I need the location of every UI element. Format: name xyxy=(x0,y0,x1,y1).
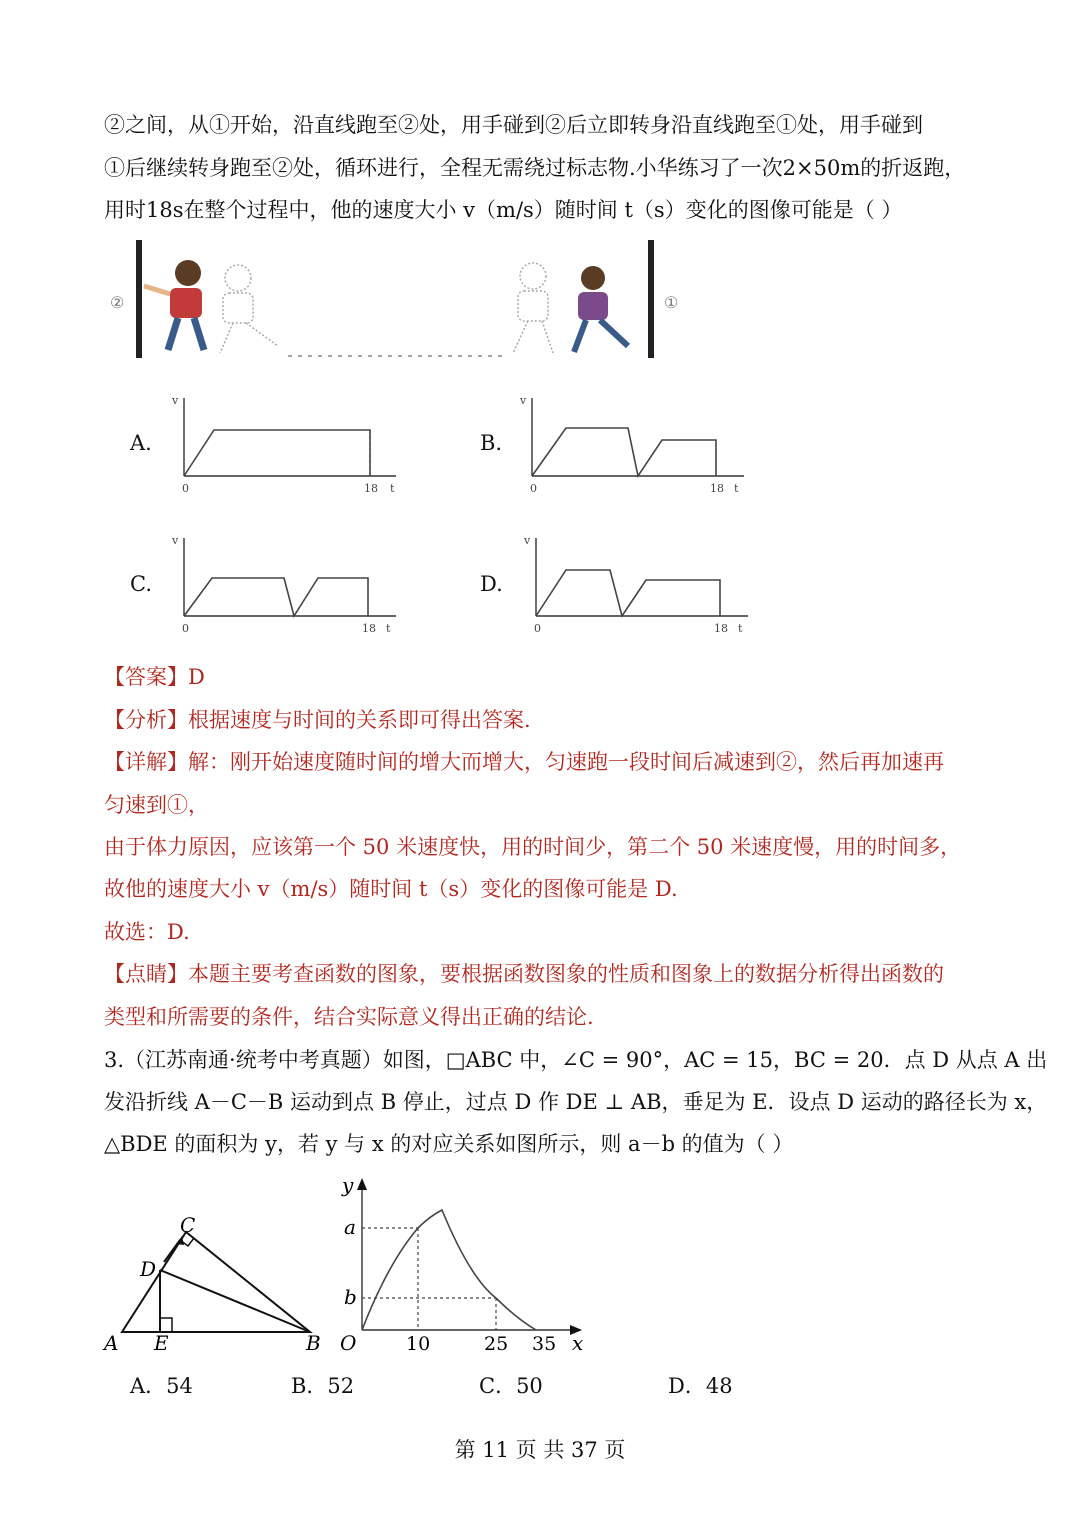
option-a-t: t xyxy=(390,482,395,495)
comment-tag: 【点睛】 xyxy=(104,962,188,986)
option-d-t-end: 18 xyxy=(714,622,728,635)
label-d: D xyxy=(140,1257,157,1281)
shuttle-run-illustration xyxy=(108,238,679,363)
answer-tag: 【答案】 xyxy=(104,665,188,689)
label-c: C xyxy=(180,1213,196,1237)
mark-left: ② xyxy=(110,293,125,312)
a-label: a xyxy=(344,1215,356,1239)
answer-value: D xyxy=(188,665,205,689)
q2-line-1: ②之间，从①开始，沿直线跑至②处，用手碰到②后立即转身沿直线跑至①处，用手碰到 xyxy=(104,113,923,137)
q2-line-3: 用时18s在整个过程中，他的速度大小 v（m/s）随时间 t（s）变化的图像可能是（ ） xyxy=(104,198,903,222)
option-c-graph xyxy=(170,530,410,640)
option-b-origin: 0 xyxy=(530,482,537,495)
x-label: x xyxy=(572,1331,584,1355)
option-b-label: B. xyxy=(480,431,503,455)
tick-35: 35 xyxy=(532,1333,557,1355)
option-d-v: v xyxy=(524,534,531,547)
option-b-t-end: 18 xyxy=(710,482,724,495)
tick-25: 25 xyxy=(484,1333,509,1355)
answer-line xyxy=(104,662,205,692)
q2-line-2: ①后继续转身跑至②处，循环进行，全程无需绕过标志物.小华练习了一次2×50m的折返跑， xyxy=(104,156,966,180)
runner-right-icon xyxy=(574,266,628,352)
option-a-curve xyxy=(184,430,370,476)
y-arrow-icon xyxy=(357,1178,367,1190)
comment-text-1: 本题主要考查函数的图象，要根据函数图象的性质和图象上的数据分析得出函数的 xyxy=(188,962,944,986)
option-c-origin: 0 xyxy=(182,622,189,635)
comment-line-2: 类型和所需要的条件，结合实际意义得出正确的结论. xyxy=(104,1005,594,1029)
option-a-v: v xyxy=(172,394,179,407)
page-footer: 第 11 页 共 37 页 xyxy=(454,1438,626,1462)
runner-ghost-right-icon xyxy=(513,263,553,353)
option-c-curve xyxy=(184,578,368,616)
tick-10: 10 xyxy=(406,1333,431,1355)
b-label: b xyxy=(344,1285,357,1309)
q3-line-2: 发沿折线 A－C－B 运动到点 B 停止，过点 D 作 DE ⊥ AB，垂足为 E．设点 D 运动的路径长为 x， xyxy=(104,1090,1048,1114)
option-d-origin: 0 xyxy=(534,622,541,635)
runner-left-icon xyxy=(144,260,204,350)
option-a-origin: 0 xyxy=(182,482,189,495)
label-b: B xyxy=(306,1331,321,1355)
detail-tag: 【详解】 xyxy=(104,750,188,774)
option-c-label: C. xyxy=(130,572,152,596)
option-a-label: A. xyxy=(130,431,152,455)
detail-line-3: 由于体力原因，应该第一个 50 米速度快，用的时间少，第二个 50 米速度慢，用的时间多， xyxy=(104,835,962,859)
detail-text-1: 解：刚开始速度随时间的增大而增大，匀速跑一段时间后减速到②，然后再加速再 xyxy=(188,750,944,774)
option-d-label: D. xyxy=(480,572,503,596)
right-wall xyxy=(648,240,654,358)
q3-line-1: 3.（江苏南通·统考中考真题）如图，□ABC 中，∠C = 90°，AC = 15，BC = 20．点 D 从点 A 出 xyxy=(104,1048,1048,1072)
option-a-t-end: 18 xyxy=(364,482,378,495)
detail-line-4: 故他的速度大小 v（m/s）随时间 t（s）变化的图像可能是 D. xyxy=(104,877,678,901)
option-c-v: v xyxy=(172,534,179,547)
runner-ghost-left-icon xyxy=(220,265,278,353)
detail-line-1 xyxy=(104,747,944,777)
detail-line-2: 匀速到①， xyxy=(104,793,209,817)
option-d-curve xyxy=(536,570,720,616)
option-b-v: v xyxy=(520,394,527,407)
origin-label: O xyxy=(340,1331,357,1355)
choice-a: A．54 xyxy=(130,1374,193,1398)
label-a: A xyxy=(104,1331,119,1355)
choice-c: C．50 xyxy=(479,1374,543,1398)
option-b-t: t xyxy=(734,482,739,495)
option-c-t-end: 18 xyxy=(362,622,376,635)
xy-graph xyxy=(330,1168,600,1360)
q3-line-3: △BDE 的面积为 y，若 y 与 x 的对应关系如图所示，则 a－b 的值为（ ） xyxy=(104,1132,794,1156)
option-d-t: t xyxy=(738,622,743,635)
left-wall xyxy=(136,240,142,358)
choice-d: D．48 xyxy=(668,1374,733,1398)
mark-right: ① xyxy=(664,293,679,312)
y-label: y xyxy=(342,1173,354,1197)
triangle-figure xyxy=(100,1210,330,1360)
option-a-graph xyxy=(170,390,410,500)
option-b-graph xyxy=(518,390,758,500)
option-c-t: t xyxy=(386,622,391,635)
option-d-graph xyxy=(522,530,762,640)
choice-b: B．52 xyxy=(291,1374,355,1398)
analysis-text: 根据速度与时间的关系即可得出答案. xyxy=(188,708,531,732)
label-e: E xyxy=(154,1331,169,1355)
analysis-tag: 【分析】 xyxy=(104,708,188,732)
comment-line-1 xyxy=(104,959,944,989)
option-b-curve xyxy=(532,428,716,476)
analysis-line xyxy=(104,705,531,735)
choose-line: 故选：D. xyxy=(104,920,190,944)
